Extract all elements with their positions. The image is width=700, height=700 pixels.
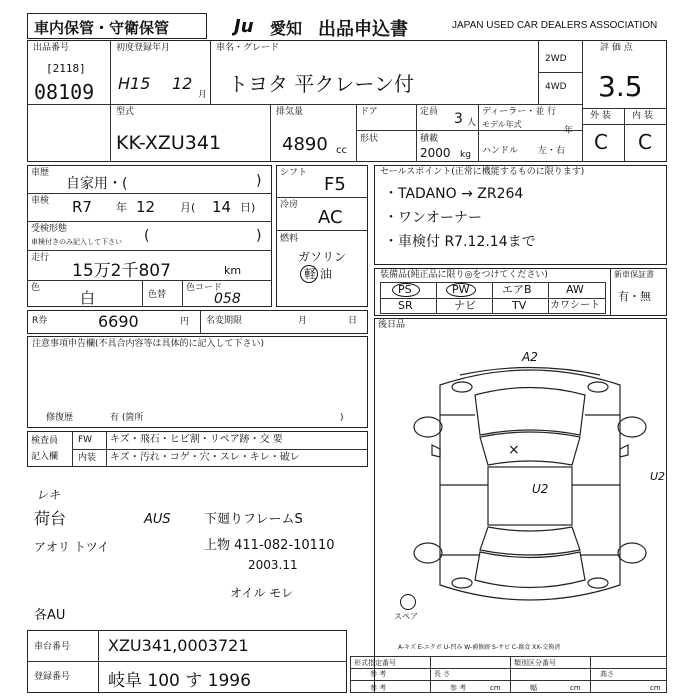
color-code-label: 色コード bbox=[186, 283, 223, 293]
chassis-value: XZU341,0003721 bbox=[108, 636, 249, 655]
sales-points-label: セールスポイント(正常に機能するものに限ります) bbox=[380, 167, 585, 177]
damage-mark-center: U2 bbox=[532, 482, 549, 496]
recycle-value: 6690 bbox=[98, 312, 139, 331]
org-english: JAPAN USED CAR DEALERS ASSOCIATION bbox=[452, 20, 658, 31]
aircon-label: 冷房 bbox=[280, 200, 299, 210]
model-name-label: 車名・グレード bbox=[216, 43, 280, 53]
recycle-label: R券 bbox=[32, 316, 48, 326]
certification-note: 車検付きのみ記入して下さい bbox=[31, 238, 122, 246]
lot-label: 出品番号 bbox=[33, 43, 70, 53]
drive-4wd: 4WD bbox=[545, 82, 567, 92]
deadline-label: 名変期限 bbox=[206, 316, 243, 326]
equip-airbag: エアB bbox=[502, 283, 532, 296]
rating-score: 3.5 bbox=[598, 70, 643, 103]
damage-mark-x: × bbox=[508, 442, 520, 458]
note-line-3a: アオリ トツイ bbox=[34, 540, 110, 554]
handle-label: ハンドル bbox=[482, 146, 519, 156]
color-code-value: 058 bbox=[214, 291, 241, 307]
inspector-interior-items: キズ・汚れ・コゲ・穴・スレ・キレ・破レ bbox=[110, 452, 300, 463]
load-label: 積載 bbox=[420, 134, 439, 144]
dealer-label: ディーラー・並 行 bbox=[482, 107, 557, 117]
notes-label: 注意事項申告欄(不具合内容等は具体的に記入して下さい) bbox=[32, 339, 265, 349]
type-label: 型式 bbox=[116, 107, 135, 117]
registration-era-year: H15 bbox=[118, 74, 151, 93]
warranty-label: 新車保証書 bbox=[614, 270, 654, 279]
car-diagram bbox=[400, 345, 660, 625]
displacement-value: 4890 bbox=[282, 134, 328, 155]
equip-aw: AW bbox=[566, 283, 584, 296]
size-width: 幅 bbox=[530, 684, 537, 692]
size-unit-1: cm bbox=[490, 684, 501, 692]
inspection-year-unit: 年 bbox=[116, 201, 127, 214]
certification-open: ( bbox=[144, 228, 150, 244]
damage-legend: A-キズ E-エクボ U-凹み W-補修跡 S-サビ C-腐食 XX-交換済 bbox=[398, 644, 561, 651]
history-value: 自家用・( bbox=[66, 176, 128, 192]
equip-seat: カワシート bbox=[550, 300, 600, 311]
lot-number: 08109 bbox=[34, 80, 95, 104]
inspection-day-unit: 日) bbox=[240, 201, 256, 214]
repair-value: 有 (箇所 bbox=[110, 413, 144, 423]
size-row2: 類別区分番号 bbox=[514, 659, 556, 667]
capacity-unit: 人 bbox=[467, 118, 477, 128]
size-row1: 形式指定番号 bbox=[354, 659, 396, 667]
equip-tv: TV bbox=[512, 299, 527, 312]
equip-pw-circle bbox=[446, 283, 476, 297]
color-label: 色 bbox=[31, 283, 41, 293]
note-line-3b: 上物 411-082-10110 bbox=[204, 538, 335, 553]
deadline-month-unit: 月 bbox=[298, 316, 308, 326]
deadline-day-unit: 日 bbox=[348, 316, 358, 326]
inspector-label-2: 記入欄 bbox=[31, 452, 59, 462]
aircon-value: AC bbox=[318, 207, 343, 228]
plate-value: 岐阜 100 す 1996 bbox=[108, 671, 251, 691]
size-table bbox=[350, 656, 667, 693]
inspector-fw: FW bbox=[78, 435, 93, 445]
inspector-label-1: 検査員 bbox=[31, 436, 59, 446]
fuel-gasoline: ガソリン bbox=[298, 250, 347, 264]
history-close: ) bbox=[256, 173, 262, 189]
interior-grade: C bbox=[638, 130, 652, 154]
registration-month-unit: 月 bbox=[198, 90, 208, 100]
sales-point-3: ・車検付 R7.12.14まで bbox=[384, 234, 536, 250]
sales-point-1: ・TADANO → ZR264 bbox=[384, 186, 524, 202]
org-name: 愛知 bbox=[270, 19, 303, 38]
size-row3-sub: 参 考 bbox=[370, 684, 387, 692]
mileage-unit: km bbox=[224, 264, 242, 277]
equipment-label: 装備品(純正品に限り◎をつけてください) bbox=[380, 270, 548, 280]
size-unit-2: cm bbox=[570, 684, 581, 692]
equip-navi: ナビ bbox=[454, 299, 476, 312]
rating-label: 評 価 点 bbox=[600, 43, 633, 53]
displacement-unit: cc bbox=[336, 145, 347, 156]
certification-close: ) bbox=[256, 228, 262, 244]
size-unit-3: cm bbox=[650, 684, 661, 692]
inspection-label: 車検 bbox=[31, 196, 50, 206]
certification-label: 受検形態 bbox=[31, 224, 68, 234]
exterior-grade: C bbox=[594, 130, 608, 154]
plate-label: 登録番号 bbox=[34, 672, 71, 682]
warranty-value: 有・無 bbox=[618, 290, 651, 303]
inspection-month-unit: 月( bbox=[180, 201, 196, 214]
note-line-5: オイル モレ bbox=[230, 586, 294, 600]
note-line-6: 各AU bbox=[34, 608, 66, 623]
registration-month: 12 bbox=[172, 74, 193, 93]
model-name-value: トヨタ 平クレーン付 bbox=[228, 72, 414, 96]
note-line-2b: AUS bbox=[144, 512, 171, 527]
size-row4-sub: 参 考 bbox=[450, 684, 467, 692]
fuel-label: 燃料 bbox=[280, 234, 299, 244]
note-line-1: レキ bbox=[36, 488, 61, 502]
doc-title: 出品申込書 bbox=[318, 19, 408, 40]
chassis-label: 車台番号 bbox=[34, 642, 71, 652]
exterior-label: 外 装 bbox=[590, 111, 611, 121]
svg-text:Ju: Ju bbox=[234, 16, 254, 36]
recycle-table bbox=[27, 310, 368, 334]
size-row1-sub: 参 考 bbox=[370, 670, 387, 678]
interior-label: 内 装 bbox=[632, 111, 653, 121]
note-line-2c: 下廻りフレームS bbox=[204, 512, 303, 527]
repaint-label: 色替 bbox=[148, 290, 167, 300]
inspector-interior: 内装 bbox=[78, 453, 97, 463]
rear-label: 後日品 bbox=[378, 320, 406, 330]
equip-sr: SR bbox=[398, 299, 413, 312]
shape-label: 形状 bbox=[360, 134, 379, 144]
registration-label: 初度登録年月 bbox=[116, 43, 171, 53]
notes-box bbox=[27, 336, 368, 428]
inspector-fw-items: キズ・飛石・ヒビ割・リペア跡・交 要 bbox=[110, 434, 283, 445]
shift-value: F5 bbox=[324, 174, 346, 195]
load-unit: kg bbox=[460, 150, 471, 160]
equip-pw: PW bbox=[452, 283, 470, 296]
damage-mark-front: A2 bbox=[522, 350, 538, 364]
spare-label: スペア bbox=[394, 612, 418, 621]
displacement-label: 排気量 bbox=[276, 107, 304, 117]
model-year-label: モデル年式 bbox=[482, 120, 522, 129]
sales-point-2: ・ワンオーナー bbox=[384, 210, 482, 226]
load-value: 2000 bbox=[420, 146, 451, 160]
size-row3: 長 さ bbox=[434, 670, 451, 678]
repair-close: ) bbox=[340, 413, 344, 423]
recycle-unit: 円 bbox=[180, 317, 190, 327]
repair-label: 修復歴 bbox=[46, 413, 74, 423]
door-label: ドア bbox=[360, 107, 378, 117]
note-line-2a: 荷台 bbox=[34, 509, 67, 528]
inspection-month: 12 bbox=[136, 198, 156, 216]
history-table bbox=[27, 165, 272, 307]
capacity-value: 3 bbox=[454, 111, 463, 127]
lot-sub-number: [2118] bbox=[46, 62, 86, 75]
handle-value: 左・右 bbox=[538, 146, 566, 156]
year-unit: 年 bbox=[564, 126, 574, 136]
inspection-era: R7 bbox=[72, 198, 92, 216]
shift-label: シフト bbox=[280, 168, 308, 178]
spare-icon bbox=[400, 594, 416, 610]
fuel-diesel: 軽 油 bbox=[304, 267, 332, 281]
damage-mark-side: U2 bbox=[650, 470, 666, 483]
equip-ps-circle bbox=[392, 283, 420, 297]
mileage-label: 走行 bbox=[31, 253, 50, 263]
note-line-4: 2003.11 bbox=[248, 558, 298, 572]
mileage-value: 15万2千807 bbox=[72, 261, 171, 281]
equip-ps: PS bbox=[398, 283, 412, 296]
fuel-diesel-circle bbox=[300, 265, 318, 283]
capacity-label: 定員 bbox=[420, 107, 439, 117]
drive-2wd: 2WD bbox=[545, 54, 567, 64]
ju-logo-icon bbox=[232, 14, 270, 36]
type-value: KK-XZU341 bbox=[116, 132, 222, 154]
color-value: 白 bbox=[80, 289, 96, 307]
inspection-day: 14 bbox=[212, 198, 232, 216]
history-label: 車歴 bbox=[31, 168, 50, 178]
size-height: 高さ bbox=[600, 670, 614, 678]
storage-title: 車内保管・守衛保管 bbox=[34, 19, 170, 37]
